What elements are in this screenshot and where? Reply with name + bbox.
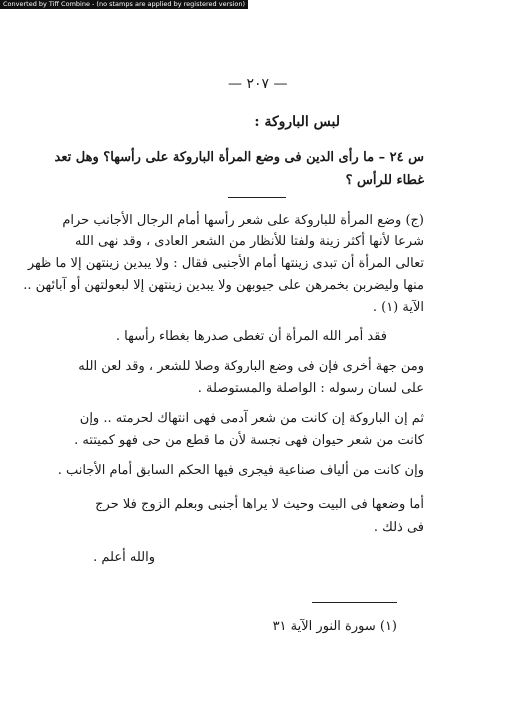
closing-line: والله أعلم . (93, 550, 155, 565)
answer-line: فى ذلك . (373, 520, 424, 535)
page-number: — ٢٠٧ — (228, 76, 288, 92)
answer-line: منها وليضربن بخمرهن على جيوبهن ولا يبدين زينتهن إلا لبعولتهن أو آبائهن .. (23, 278, 424, 293)
answer-line: (ج) وضع المرأة للباروكة على شعر رأسها أمام الرجال الأجانب حرام (62, 213, 424, 228)
answer-line: الآية (١) . (372, 300, 424, 315)
footnote-divider (312, 602, 397, 603)
section-divider (228, 197, 286, 198)
section-title: لبس الباروكة : (254, 114, 340, 130)
answer-line: على لسان رسوله : الواصلة والمستوصلة . (197, 381, 424, 396)
answer-line: كانت من شعر حيوان فهى نجسة لأن ما قطع من حى فهو كميتته . (74, 433, 424, 448)
answer-line: ثم إن الباروكة إن كانت من شعر آدمى فهى انتهاك لحرمته .. وإن (79, 411, 424, 426)
answer-line: تعالى المرأة أن تبدى زينتها أمام الأجنبى فقال : ولا يبدين زينتهن إلا ما ظهر (27, 256, 424, 271)
converter-watermark: Converted by Tiff Combine - (no stamps are applied by registered version) (0, 0, 248, 9)
answer-line: فقد أمر الله المرأة أن تغطى صدرها بغطاء رأسها . (115, 329, 387, 344)
question-line: غطاء للرأس ؟ (345, 173, 424, 188)
question-line: س ٢٤ – ما رأى الدين فى وضع المرأة الباروكة على رأسها؟ وهل تعد (54, 150, 424, 165)
answer-line: وإن كانت من ألياف صناعية فيجرى فيها الحكم السابق أمام الأجانب . (57, 463, 424, 478)
footnote: (١) سورة النور الآية ٣١ (272, 619, 397, 634)
answer-line: أما وضعها فى البيت وحيث لا يراها أجنبى وبعلم الزوج فلا حرج (95, 497, 424, 512)
answer-line: شرعا لأنها أكثر زينة ولفتا للأنظار من الشعر العادى ، وقد نهى الله (74, 234, 424, 249)
answer-line: ومن جهة أخرى فإن فى وضع الباروكة وصلا للشعر ، وقد لعن الله (78, 359, 424, 374)
